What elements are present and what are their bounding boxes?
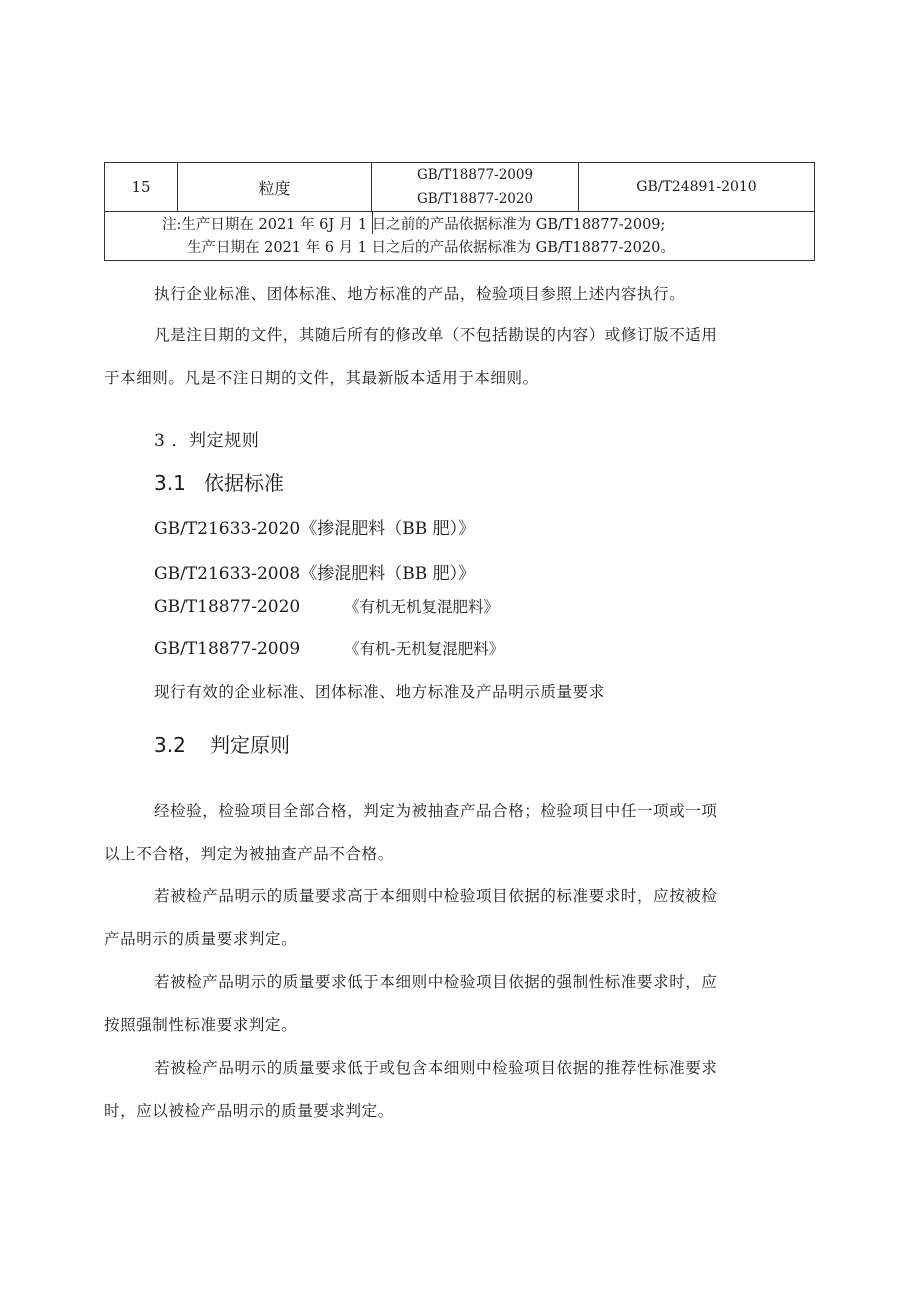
test-method-cell: GB/T24891-2010 — [636, 179, 757, 195]
principle-paragraph-line: 时，应以被检产品明示的质量要求判定。 — [104, 1102, 394, 1120]
standard-note: 现行有效的企业标准、团体标准、地方标准及产品明示质量要求 — [154, 683, 605, 701]
standard-code: GB/T18877-2020 — [154, 597, 301, 617]
standard-entry — [154, 595, 499, 617]
standard-code: GB/T21633-2020 — [154, 519, 301, 539]
section-number: 3.2 — [154, 733, 186, 757]
paragraph-dated-documents-line: 于本细则。凡是不注日期的文件，其最新版本适用于本细则。 — [104, 369, 539, 387]
basis-standard-line: GB/T18877-2020 — [416, 191, 534, 207]
table-note-line: 注:生产日期在 2021 年 6J 月 1 日之前的产品依据标准为 GB/T18877-2009; — [162, 217, 666, 233]
table-row — [105, 163, 814, 212]
standard-title: 《有机-无机复混肥料》 — [344, 640, 505, 658]
standard-entry — [154, 559, 475, 584]
standard-title: 《掺混肥料（BB 肥）》 — [300, 564, 476, 584]
principle-paragraph-line: 经检验，检验项目全部合格，判定为被抽查产品合格；检验项目中任一项或一项 — [154, 802, 718, 820]
section-3-heading: 3 ．判定规则 — [154, 431, 260, 451]
standard-code: GB/T21633-2008 — [154, 564, 301, 584]
column-divider-fragment — [372, 212, 373, 234]
principle-paragraph-line: 若被检产品明示的质量要求高于本细则中检验项目依据的标准要求时，应按被检 — [154, 887, 718, 905]
standard-entry — [154, 637, 504, 659]
principle-paragraph-line: 以上不合格，判定为被抽查产品不合格。 — [104, 845, 394, 863]
paragraph-dated-documents-line: 凡是注日期的文件，其随后所有的修改单（不包括勘误的内容）或修订版不适用 — [154, 326, 718, 344]
standard-code: GB/T18877-2009 — [154, 639, 301, 659]
principle-paragraph-line: 产品明示的质量要求判定。 — [104, 930, 298, 948]
standard-entry — [154, 514, 475, 539]
item-number-cell: 15 — [105, 163, 178, 211]
basis-standard-cell — [372, 163, 579, 211]
basis-standard-line: GB/T18877-2009 — [416, 167, 534, 183]
table-note — [105, 212, 814, 260]
principle-paragraph-line: 按照强制性标准要求判定。 — [104, 1016, 298, 1034]
table-note-line: 生产日期在 2021 年 6 月 1 日之后的产品依据标准为 GB/T18877-2020。 — [187, 240, 675, 256]
inspection-table — [104, 162, 815, 261]
item-name-cell: 粒度 — [178, 163, 372, 211]
section-3-2-heading — [154, 729, 290, 758]
standard-title: 《有机无机复混肥料》 — [344, 598, 500, 616]
section-title: 判定原则 — [210, 733, 290, 757]
principle-paragraph-line: 若被检产品明示的质量要求低于本细则中检验项目依据的强制性标准要求时，应 — [154, 973, 718, 991]
principle-paragraph-line: 若被检产品明示的质量要求低于或包含本细则中检验项目依据的推荐性标准要求 — [154, 1059, 718, 1077]
section-3-1-heading — [154, 467, 284, 496]
section-title: 依据标准 — [204, 471, 284, 495]
section-number: 3.1 — [154, 471, 186, 495]
paragraph-enterprise-standards: 执行企业标准、团体标准、地方标准的产品，检验项目参照上述内容执行。 — [154, 285, 686, 303]
standard-title: 《掺混肥料（BB 肥）》 — [300, 519, 476, 539]
